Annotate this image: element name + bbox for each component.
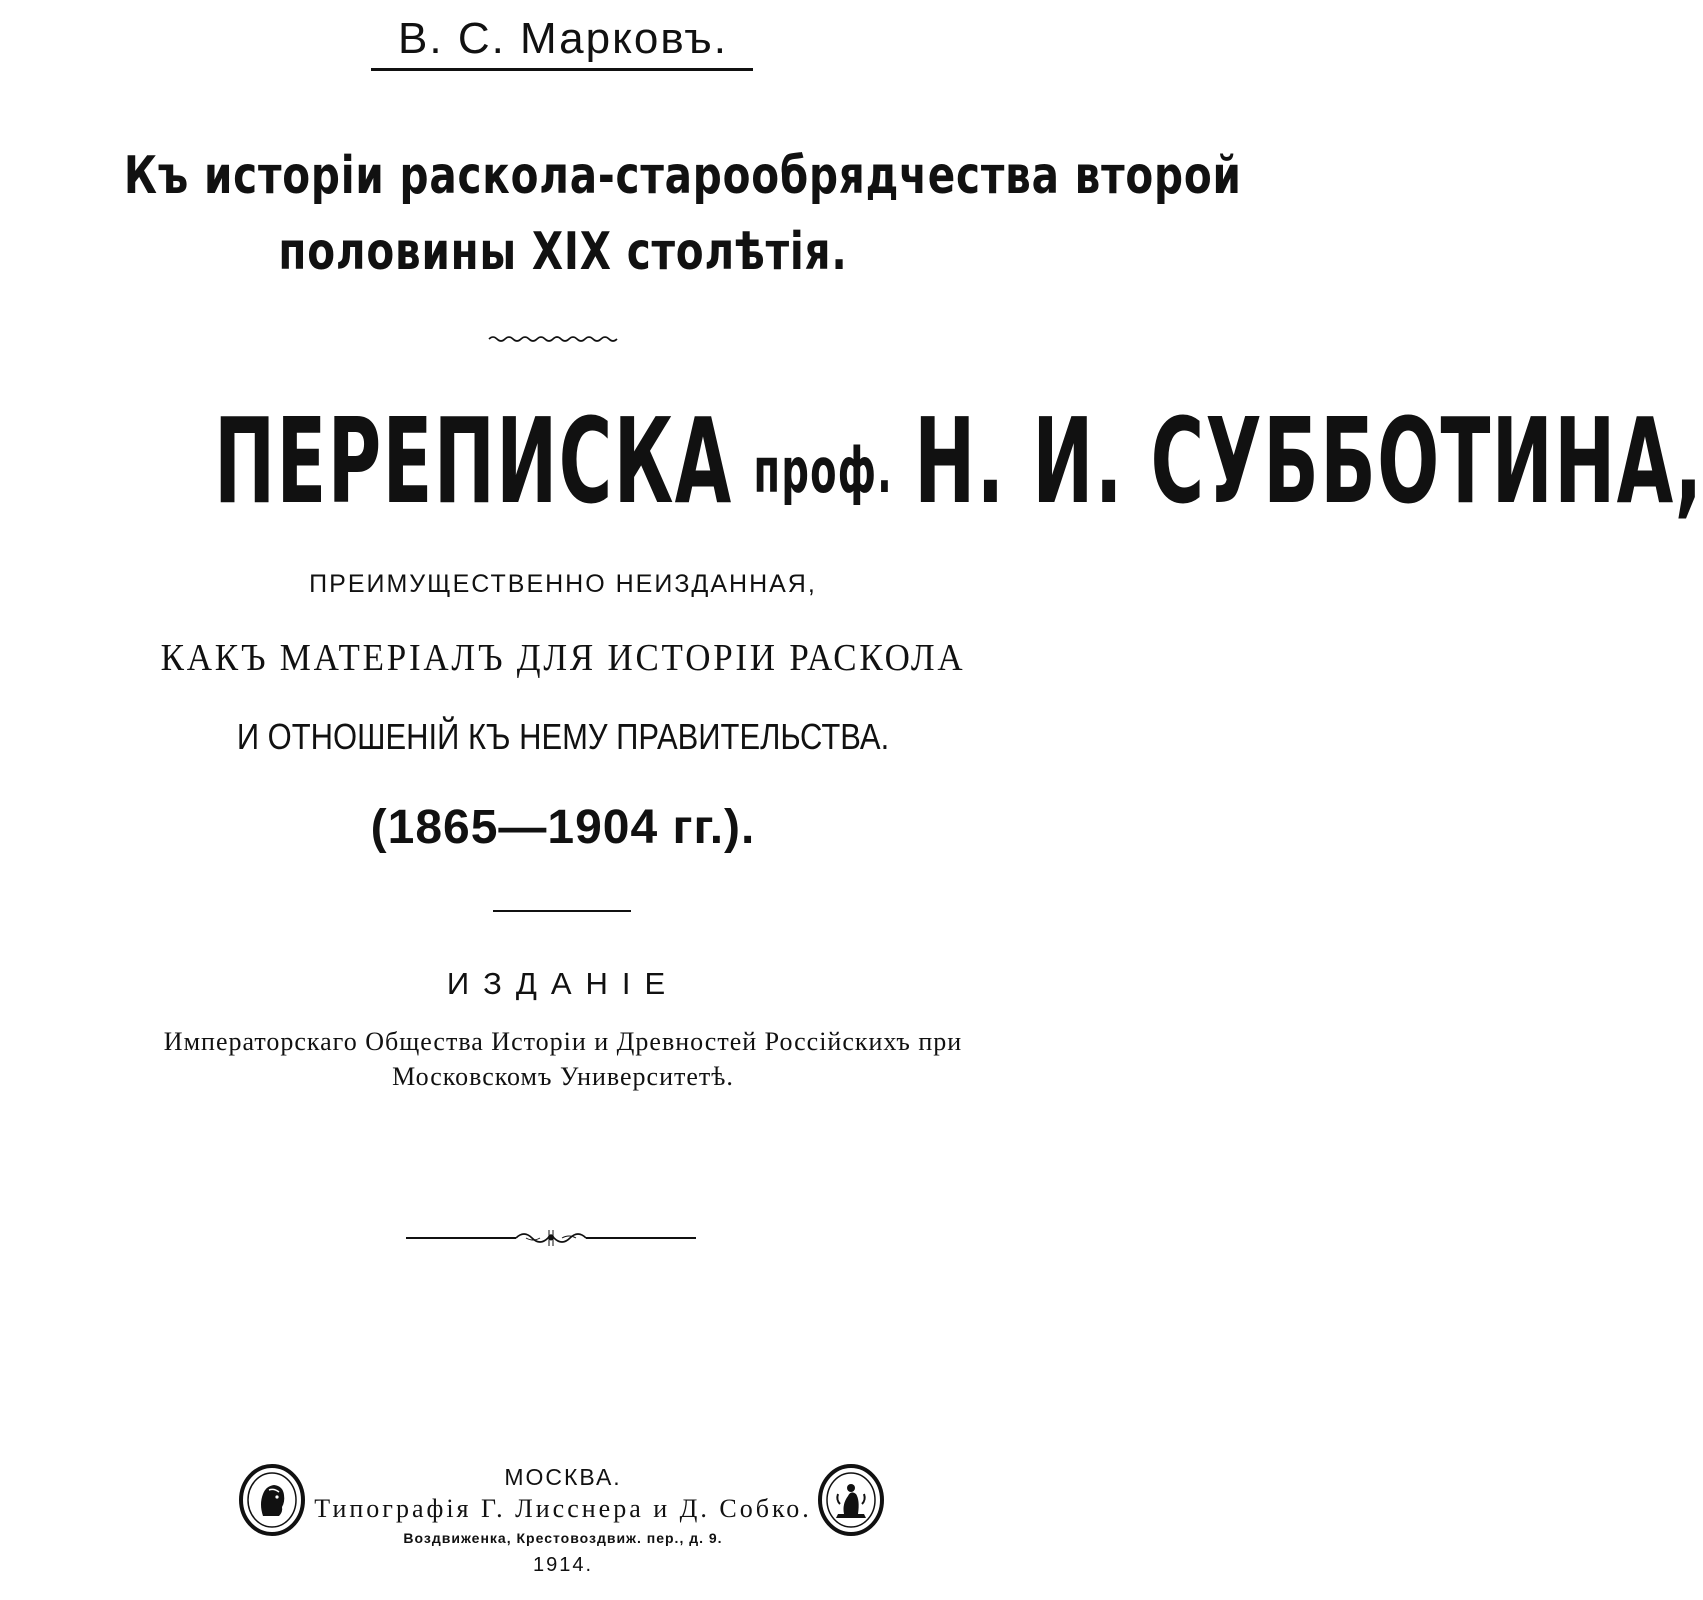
subtitle-line-3: И ОТНОШЕНІЙ КЪ НЕМУ ПРАВИТЕЛЬСТВА. (236, 716, 890, 757)
wavy-divider (489, 334, 619, 344)
publisher-line-1: Императорскаго Общества Исторіи и Древностей Россійскихъ при (163, 1027, 963, 1056)
imprint-city: МОСКВА. (504, 1464, 622, 1490)
imprint-address: Воздвиженка, Крестовоздвиж. пер., д. 9. (403, 1530, 723, 1546)
series-title-line-2: половины XIX столѣтія. (278, 222, 848, 282)
series-title-line-1: Къ исторіи раскола-старообрядчества второй (123, 146, 1242, 206)
imprint-year: 1914. (532, 1554, 594, 1576)
imprint-printer: Типографія Г. Лисснера и Д. Собко. (314, 1494, 812, 1523)
author-name: В. С. Марковъ. (398, 14, 728, 63)
subtitle-line-2: КАКЪ МАТЕРІАЛЪ ДЛЯ ИСТОРІИ РАСКОЛА (160, 637, 966, 679)
section-divider (493, 910, 631, 912)
author-underline (371, 68, 753, 71)
years-range: (1865—1904 гг.). (370, 801, 756, 854)
edition-heading: ИЗДАНІЕ (446, 966, 680, 1001)
main-title-part-2: проф. (753, 434, 893, 507)
publisher-line-2: Московскомъ Университетѣ. (392, 1062, 734, 1091)
main-title-part-1: ПЕРЕПИСКА (213, 392, 733, 530)
main-title-part-3: Н. И. СУББОТИНА, (914, 392, 1703, 530)
ornament-divider (406, 1226, 696, 1250)
main-title (213, 392, 1703, 536)
subtitle-line-1: ПРЕИМУЩЕСТВЕННО НЕИЗДАННАЯ, (309, 570, 817, 598)
